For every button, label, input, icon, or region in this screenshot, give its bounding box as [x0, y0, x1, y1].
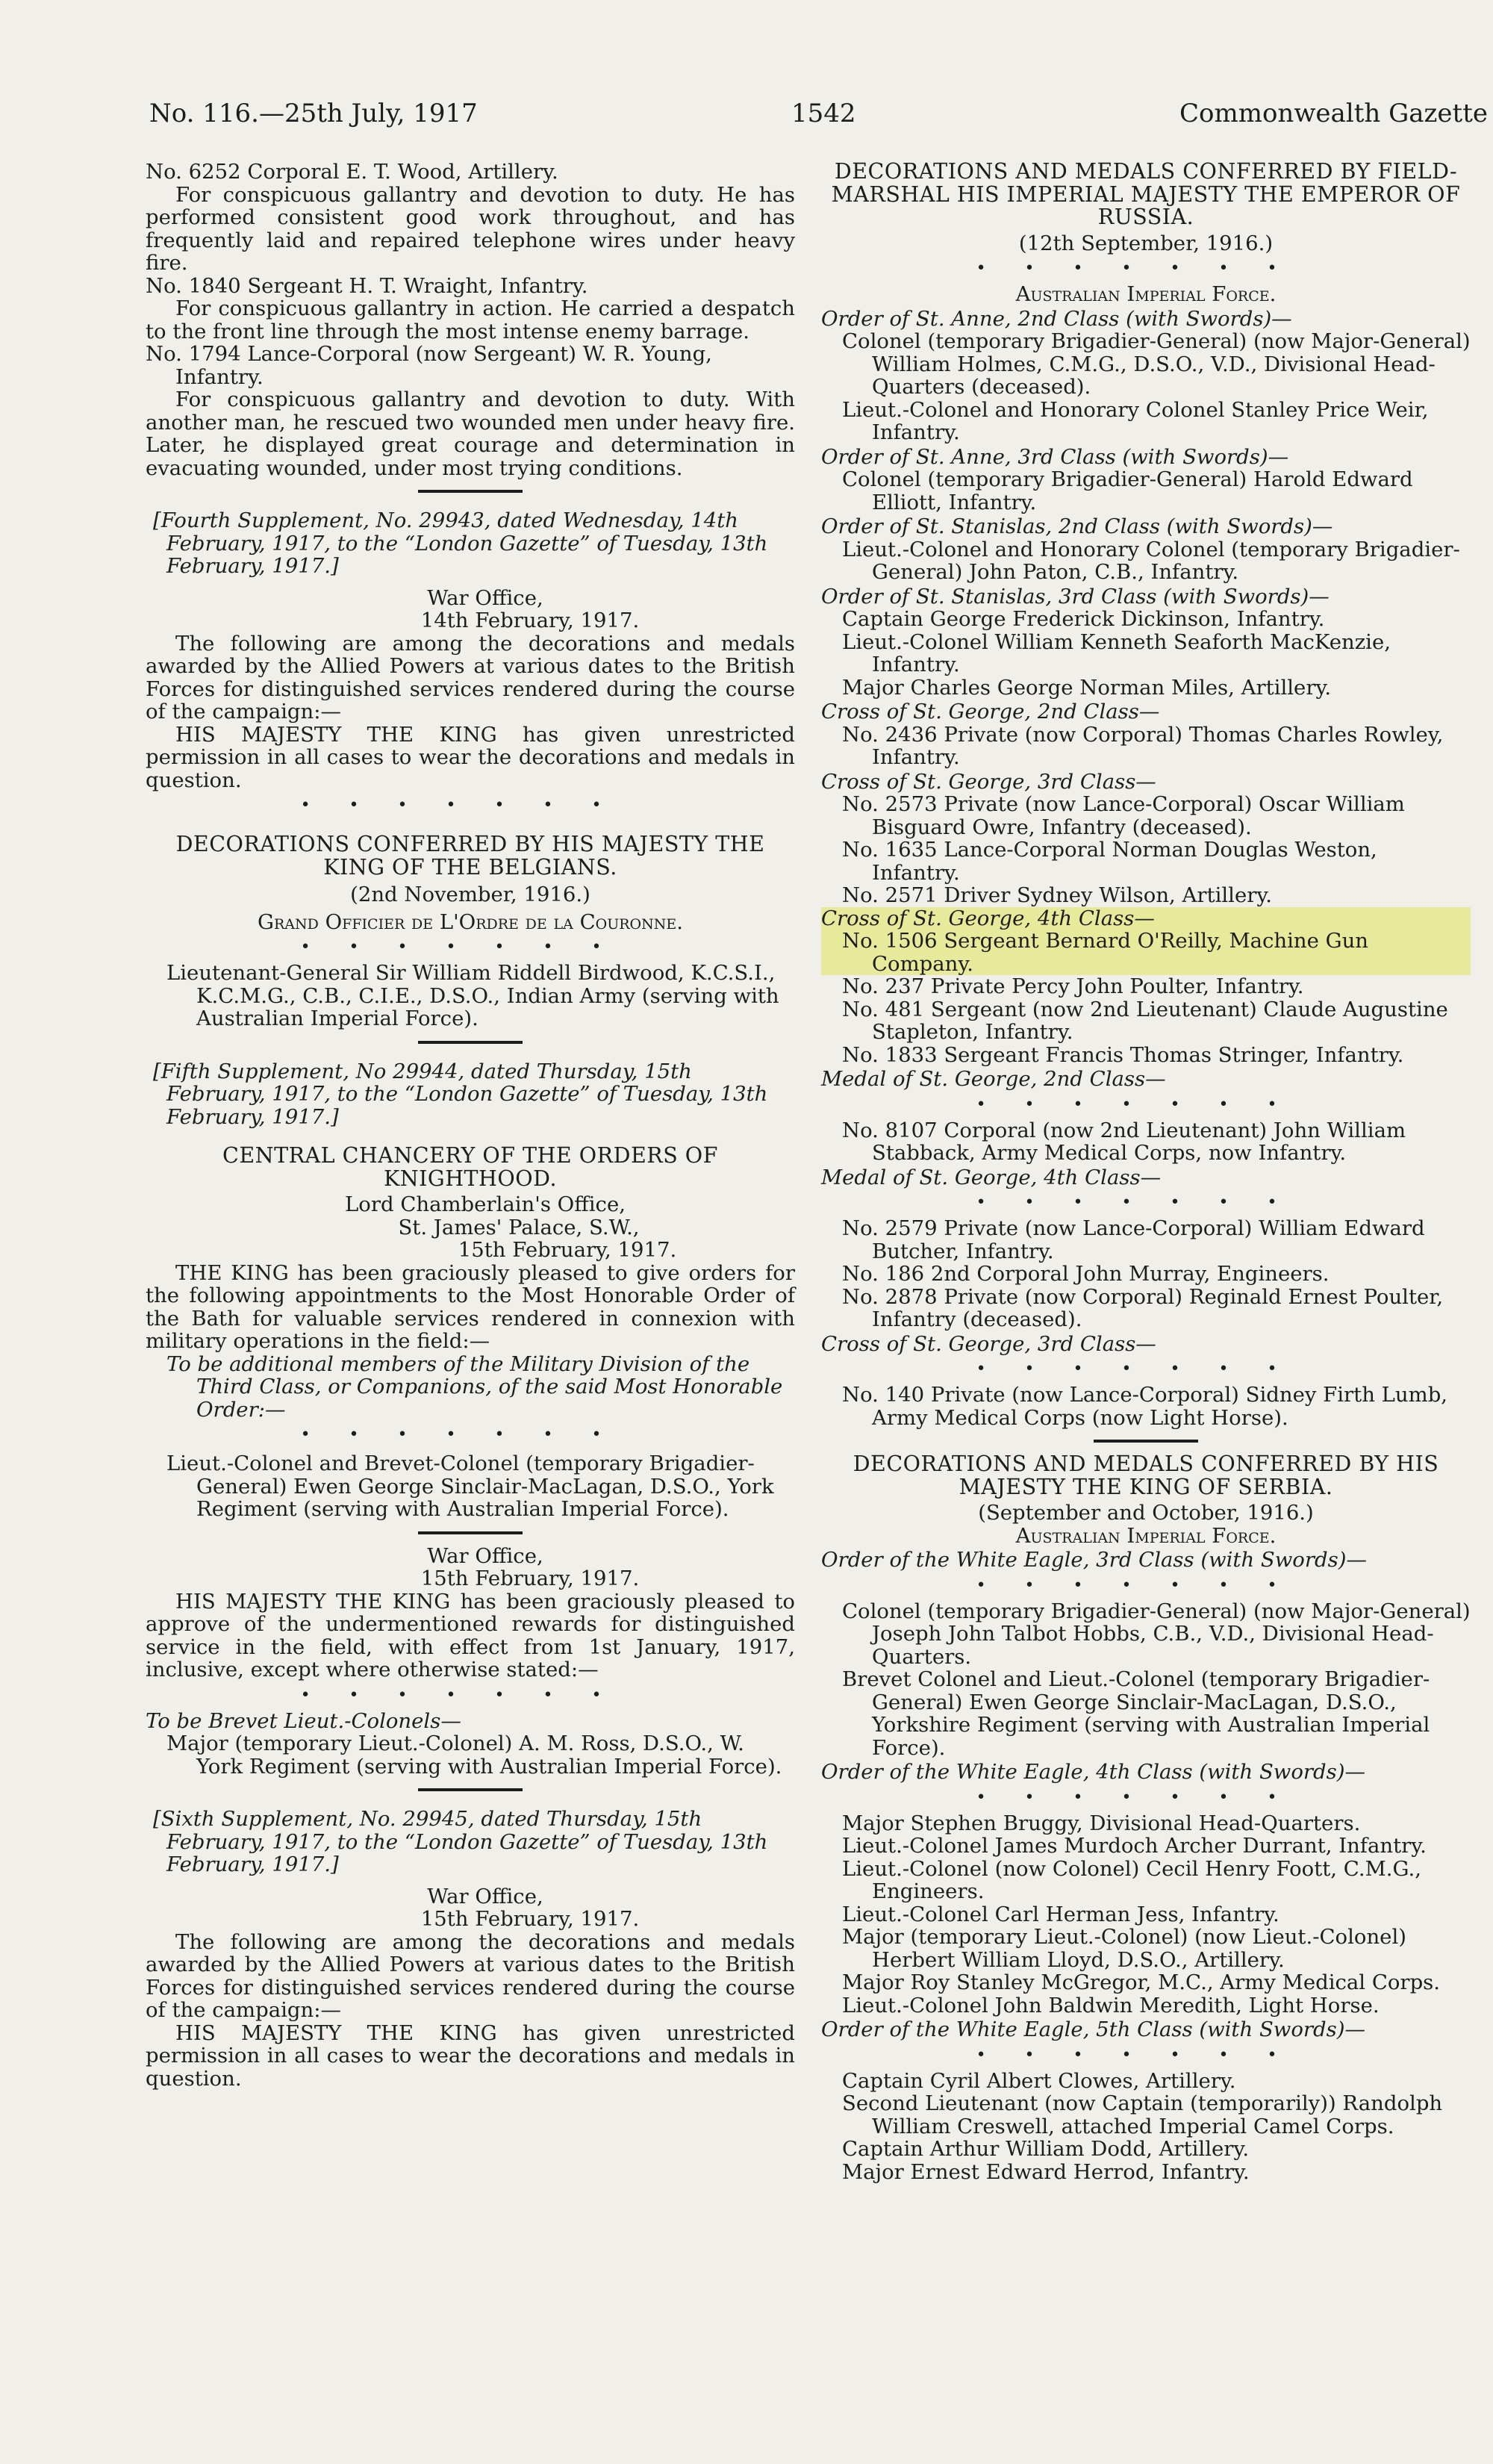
- force-name: Australian Imperial Force.: [1015, 1523, 1277, 1548]
- section-date: (2nd November, 1916.): [350, 883, 590, 906]
- left-column: [146, 161, 795, 2090]
- order-heading: Order of St. Stanislas, 3rd Class (with Swords)—: [821, 584, 1330, 609]
- award-entry: Major (temporary Lieut.-Colonel) (now Lieut.-Colonel) Herbert William Lloyd, D.S.O., Artillery.: [842, 1925, 1406, 1972]
- award-entry: Major Stephen Bruggy, Divisional Head-Quarters.: [842, 1811, 1361, 1835]
- award-entry: Captain Cyril Albert Clowes, Artillery.: [842, 2068, 1236, 2093]
- page-header: [149, 99, 1493, 136]
- award-entry: No. 140 Private (now Lance-Corporal) Sidney Firth Lumb, Army Medical Corps (now Light Horse).: [842, 1383, 1448, 1430]
- award-entry: No. 2571 Driver Sydney Wilson, Artillery.: [842, 883, 1272, 907]
- section-title: DECORATIONS AND MEDALS CONFERRED BY HIS MAJESTY THE KING OF SERBIA.: [853, 1452, 1439, 1499]
- paragraph: THE KING has been graciously pleased to give orders for the following appointments to the Most Honorable Order of the Bath for valuable services rendered in connexion with military operations in the field:—: [146, 1260, 795, 1353]
- order-heading: Order of the White Eagle, 4th Class (with Swords)—: [821, 1760, 1365, 1784]
- paragraph: HIS MAJESTY THE KING has given unrestricted permission in all cases to wear the decorations and medals in question.: [146, 2020, 795, 2091]
- order-heading: Medal of St. George, 2nd Class—: [821, 1067, 1166, 1091]
- award-entry: No. 2878 Private (now Corporal) Reginald Ernest Poulter, Infantry (deceased).: [842, 1284, 1444, 1331]
- highlighted-entry: [821, 907, 1471, 976]
- order-heading: Order of St. Anne, 2nd Class (with Swords)—: [821, 306, 1292, 331]
- dot-separator: •••••••: [300, 796, 640, 815]
- order-heading: Order of St. Anne, 3rd Class (with Swords)—: [821, 444, 1289, 469]
- dot-separator: •••••••: [976, 1575, 1316, 1595]
- award-entry: Lieut.-Colonel John Baldwin Meredith, Light Horse.: [842, 1993, 1380, 2017]
- award-entry: Major (temporary Lieut.-Colonel) A. M. Ross, D.S.O., W. York Regiment (serving with Australian Imperial Force).: [166, 1732, 782, 1779]
- order-heading: Cross of St. George, 2nd Class—: [821, 700, 1160, 724]
- right-column: [821, 161, 1471, 2183]
- paragraph: The following are among the decorations and medals awarded by the Allied Powers at various dates to the British Forces for distinguished services rendered during the course of the campaign:—: [146, 631, 795, 724]
- order-heading: Cross of St. George, 3rd Class—: [821, 769, 1156, 794]
- paragraph: HIS MAJESTY THE KING has given unrestricted permission in all cases to wear the decorations and medals in question.: [146, 722, 795, 792]
- award-entry: Lieut.-Colonel and Honorary Colonel (temporary Brigadier-General) John Paton, C.B., Infantry.: [842, 537, 1460, 584]
- section-date: (September and October, 1916.): [978, 1501, 1314, 1525]
- issue-number: No. 116.—25th July, 1917: [149, 99, 478, 128]
- award-entry: Lieut.-Colonel James Murdoch Archer Durrant, Infantry.: [842, 1834, 1427, 1858]
- award-entry: No. 2579 Private (now Lance-Corporal) William Edward Butcher, Infantry.: [842, 1216, 1425, 1263]
- citation: For conspicuous gallantry in action. He carried a despatch to the front line through the most intense enemy barrage.: [146, 296, 795, 343]
- award-entry: Colonel (temporary Brigadier-General) Harold Edward Elliott, Infantry.: [842, 467, 1413, 514]
- award-entry: Major Ernest Edward Herrod, Infantry.: [842, 2159, 1250, 2184]
- order-heading: Cross of St. George, 3rd Class—: [821, 1331, 1156, 1356]
- award-entry: Lieut.-Colonel and Brevet-Colonel (temporary Brigadier-General) Ewen George Sinclair-MacLagan, D.S.O., York Regiment (serving with Australian Imperial Force).: [166, 1452, 774, 1521]
- office-line: St. James' Palace, S.W.,: [398, 1215, 640, 1239]
- order-name: Grand Officier de L'Ordre de la Couronne.: [258, 909, 683, 934]
- dot-separator: •••••••: [300, 938, 640, 956]
- supplement-note: [Sixth Supplement, No. 29945, dated Thursday, 15th February, 1917, to the “London Gazette” of Tuesday, 13th February, 1917.]: [153, 1807, 768, 1876]
- award-entry: No. 2573 Private (now Lance-Corporal) Oscar William Bisguard Owre, Infantry (deceased).: [842, 792, 1405, 839]
- citation: For conspicuous gallantry and devotion to duty. He has performed consistent good work throughout, and has frequently laid and repaired telephone wires under heavy fire.: [146, 182, 795, 275]
- award-entry: No. 237 Private Percy John Poulter, Infantry.: [842, 974, 1304, 998]
- dot-separator: •••••••: [976, 2045, 1316, 2065]
- dot-separator: •••••••: [976, 1193, 1316, 1212]
- date-line: 15th February, 1917.: [420, 1907, 640, 1931]
- divider: [418, 1531, 523, 1534]
- divider: [418, 1041, 523, 1044]
- dot-separator: •••••••: [300, 1685, 640, 1705]
- award-entry: Lieut.-Colonel Carl Herman Jess, Infantry.: [842, 1902, 1280, 1926]
- subheading: To be Brevet Lieut.-Colonels—: [146, 1708, 461, 1733]
- dot-separator: •••••••: [976, 1095, 1316, 1114]
- divider: [418, 1788, 523, 1791]
- divider: [1094, 1440, 1198, 1443]
- order-heading: Order of the White Eagle, 5th Class (with Swords)—: [821, 2017, 1365, 2041]
- date-line: 15th February, 1917.: [458, 1238, 677, 1262]
- dot-separator: •••••••: [300, 1425, 640, 1444]
- citation: For conspicuous gallantry and devotion to duty. With another man, he rescued two wounded men under heavy fire. Later, he displayed great courage and determination in evacuating wounded, under most trying conditions.: [146, 388, 795, 480]
- office-line: War Office,: [427, 1543, 543, 1568]
- supplement-note: [Fifth Supplement, No 29944, dated Thursday, 15th February, 1917, to the “London Gazette” of Tuesday, 13th February, 1917.]: [153, 1059, 768, 1129]
- award-entry: Colonel (temporary Brigadier-General) (now Major-General) Joseph John Talbot Hobbs, C.B., V.D., Divisional Head-Quarters.: [842, 1599, 1471, 1669]
- section-title: DECORATIONS CONFERRED BY HIS MAJESTY THE KING OF THE BELGIANS.: [175, 832, 765, 880]
- date-line: 14th February, 1917.: [420, 609, 640, 632]
- page-number: 1542: [791, 99, 856, 128]
- award-entry: No. 186 2nd Corporal John Murray, Engineers.: [842, 1262, 1330, 1286]
- order-heading: Medal of St. George, 4th Class—: [821, 1165, 1162, 1189]
- order-heading: Order of the White Eagle, 3rd Class (with Swords)—: [821, 1548, 1367, 1572]
- award-entry: Lieut.-Colonel William Kenneth Seaforth MacKenzie, Infantry.: [842, 629, 1391, 676]
- award-entry: Captain George Frederick Dickinson, Infantry.: [842, 607, 1325, 631]
- award-entry: No. 481 Sergeant (now 2nd Lieutenant) Claude Augustine Stapleton, Infantry.: [842, 997, 1448, 1044]
- office-line: War Office,: [427, 1884, 543, 1908]
- force-name: Australian Imperial Force.: [1015, 282, 1277, 306]
- dot-separator: •••••••: [976, 259, 1316, 278]
- supplement-note: [Fourth Supplement, No. 29943, dated Wednesday, 14th February, 1917, to the “London Gazette” of Tuesday, 13th February, 1917.]: [153, 508, 768, 578]
- award-entry: Lieut.-Colonel (now Colonel) Cecil Henry Foott, C.M.G., Engineers.: [842, 1856, 1421, 1903]
- award-entry: Lieutenant-General Sir William Riddell Birdwood, K.C.S.I., K.C.M.G., C.B., C.I.E., D.S.O., Indian Army (serving with Australian Imperial Force).: [166, 961, 779, 1030]
- award-entry: No. 2436 Private (now Corporal) Thomas Charles Rowley, Infantry.: [842, 722, 1444, 769]
- section-date: (12th September, 1916.): [1018, 231, 1274, 255]
- office-line: Lord Chamberlain's Office,: [345, 1192, 626, 1216]
- dot-separator: •••••••: [976, 1360, 1316, 1378]
- order-heading: Order of St. Stanislas, 2nd Class (with Swords)—: [821, 514, 1333, 538]
- publication-title: Commonwealth Gazette: [1179, 99, 1488, 128]
- entry-name: No. 1794 Lance-Corporal (now Sergeant) W. R. Young, Infantry.: [146, 342, 712, 389]
- award-entry: Major Charles George Norman Miles, Artillery.: [842, 675, 1332, 700]
- date-line: 15th February, 1917.: [420, 1567, 640, 1590]
- office-line: War Office,: [427, 585, 543, 610]
- section-title: CENTRAL CHANCERY OF THE ORDERS OF KNIGHTHOOD.: [222, 1143, 718, 1191]
- award-entry: No. 1635 Lance-Corporal Norman Douglas Weston, Infantry.: [842, 838, 1377, 885]
- divider: [418, 490, 523, 493]
- award-entry: Major Roy Stanley McGregor, M.C., Army Medical Corps.: [842, 1970, 1441, 1994]
- award-entry: No. 1833 Sergeant Francis Thomas Stringer, Infantry.: [842, 1042, 1404, 1067]
- award-entry: Captain Arthur William Dodd, Artillery.: [842, 2137, 1250, 2161]
- award-entry: No. 1506 Sergeant Bernard O'Reilly, Machine Gun Company.: [842, 929, 1369, 976]
- dot-separator: •••••••: [976, 1788, 1316, 1807]
- subheading: To be additional members of the Military Division of the Third Class, or Companions, of the said Most Honorable Order:—: [166, 1351, 783, 1422]
- award-entry: No. 8107 Corporal (now 2nd Lieutenant) John William Stabback, Army Medical Corps, now Infantry.: [842, 1118, 1406, 1165]
- award-entry: Brevet Colonel and Lieut.-Colonel (temporary Brigadier-General) Ewen George Sinclair-MacLagan, D.S.O., Yorkshire Regiment (serving with Australian Imperial Force).: [842, 1667, 1430, 1760]
- paragraph: HIS MAJESTY THE KING has been graciously pleased to approve of the undermentioned rewards for distinguished service in the field, with effect from 1st January, 1917, inclusive, except where otherwise stated:—: [146, 1589, 795, 1681]
- section-title: DECORATIONS AND MEDALS CONFERRED BY FIELD-MARSHAL HIS IMPERIAL MAJESTY THE EMPEROR OF RUSSIA.: [831, 159, 1461, 229]
- award-entry: Lieut.-Colonel and Honorary Colonel Stanley Price Weir, Infantry.: [842, 397, 1429, 444]
- entry-name: No. 1840 Sergeant H. T. Wraight, Infantry.: [146, 273, 588, 298]
- entry-name: No. 6252 Corporal E. T. Wood, Artillery.: [146, 160, 558, 184]
- award-entry: Second Lieutenant (now Captain (temporarily)) Randolph William Creswell, attached Imperial Camel Corps.: [842, 2091, 1443, 2138]
- paragraph: The following are among the decorations and medals awarded by the Allied Powers at various dates to the British Forces for distinguished services rendered during the course of the campaign:—: [146, 1929, 795, 2022]
- award-entry: Colonel (temporary Brigadier-General) (now Major-General) William Holmes, C.M.G., D.S.O., V.D., Divisional Head-Quarters (deceased).: [842, 329, 1471, 399]
- order-heading: Cross of St. George, 4th Class—: [821, 906, 1155, 930]
